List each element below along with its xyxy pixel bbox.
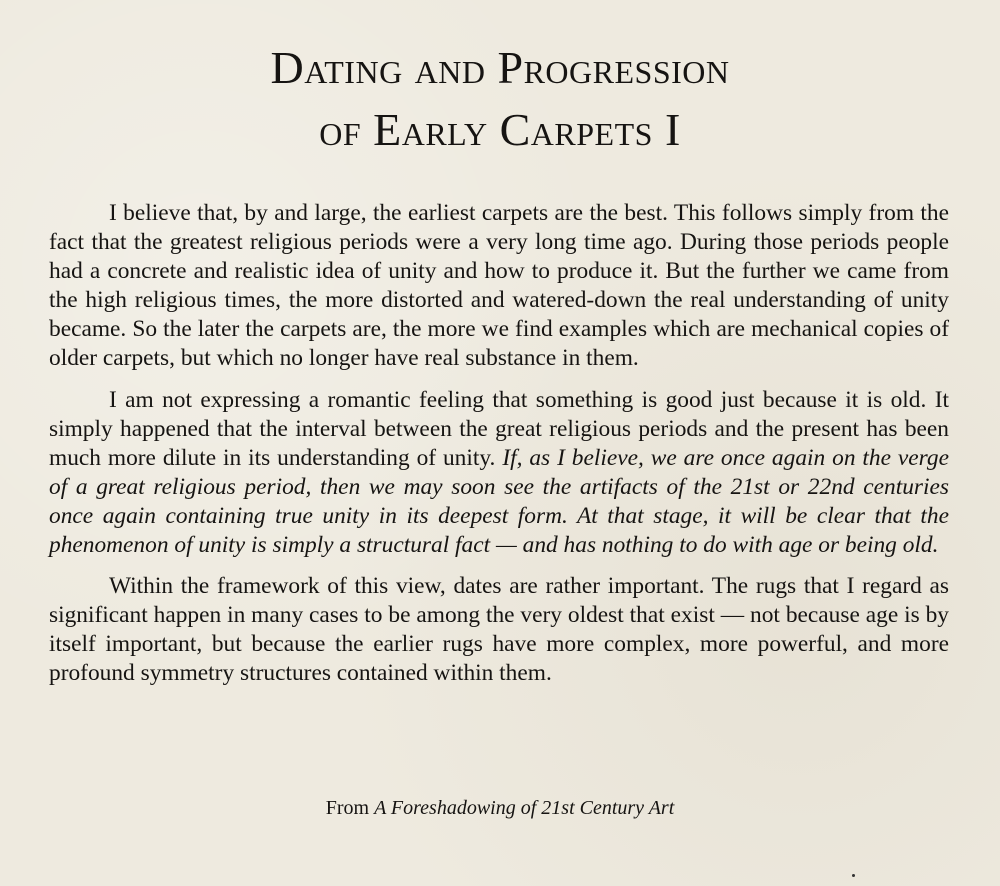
source-citation bbox=[0, 795, 1000, 821]
essay-body bbox=[49, 199, 949, 701]
paragraph-2-italic: If, as I believe, we are once again on the verge of a great religious period, then we may soon see the artifacts of the 21st or 22nd centuries once again containing true unity in its deepest form. At that stage, it will be clear that the phenomenon of unity is simply a structural fact — and has nothing to do with age or being old. bbox=[49, 444, 949, 559]
paragraph-1: I believe that, by and large, the earliest carpets are the best. This follows simply from the fact that the greatest religious periods were a very long time ago. During those periods people had a concrete and realistic idea of unity and how to produce it. But the further we came from the high religious times, the more distorted and watered-down the real understanding of unity became. So the later the carpets are, the more we find examples which are mechanical copies of older carpets, but which no longer have real substance in them. bbox=[49, 200, 949, 372]
paper-speck bbox=[852, 874, 855, 877]
source-prefix: From bbox=[325, 797, 375, 819]
paragraph-2 bbox=[49, 386, 949, 561]
page-title-line-1: Dating and Progression bbox=[270, 42, 730, 93]
paragraph-3: Within the framework of this view, dates are rather important. The rugs that I regard as significant happen in many cases to be among the very oldest that exist — not because age is by itself important, but because the earlier rugs have more complex, more powerful, and more profound symmetry structures contained within them. bbox=[49, 573, 949, 687]
paragraph-2-plain: I am not expressing a romantic feeling that something is good just because it is old. It simply happened that the interval between the great religious periods and the present has been much more dilute in its understanding of unity. bbox=[49, 386, 949, 471]
page-title-line-2: of Early Carpets I bbox=[319, 104, 681, 155]
source-work-title: A Foreshadowing of 21st Century Art bbox=[374, 797, 675, 819]
